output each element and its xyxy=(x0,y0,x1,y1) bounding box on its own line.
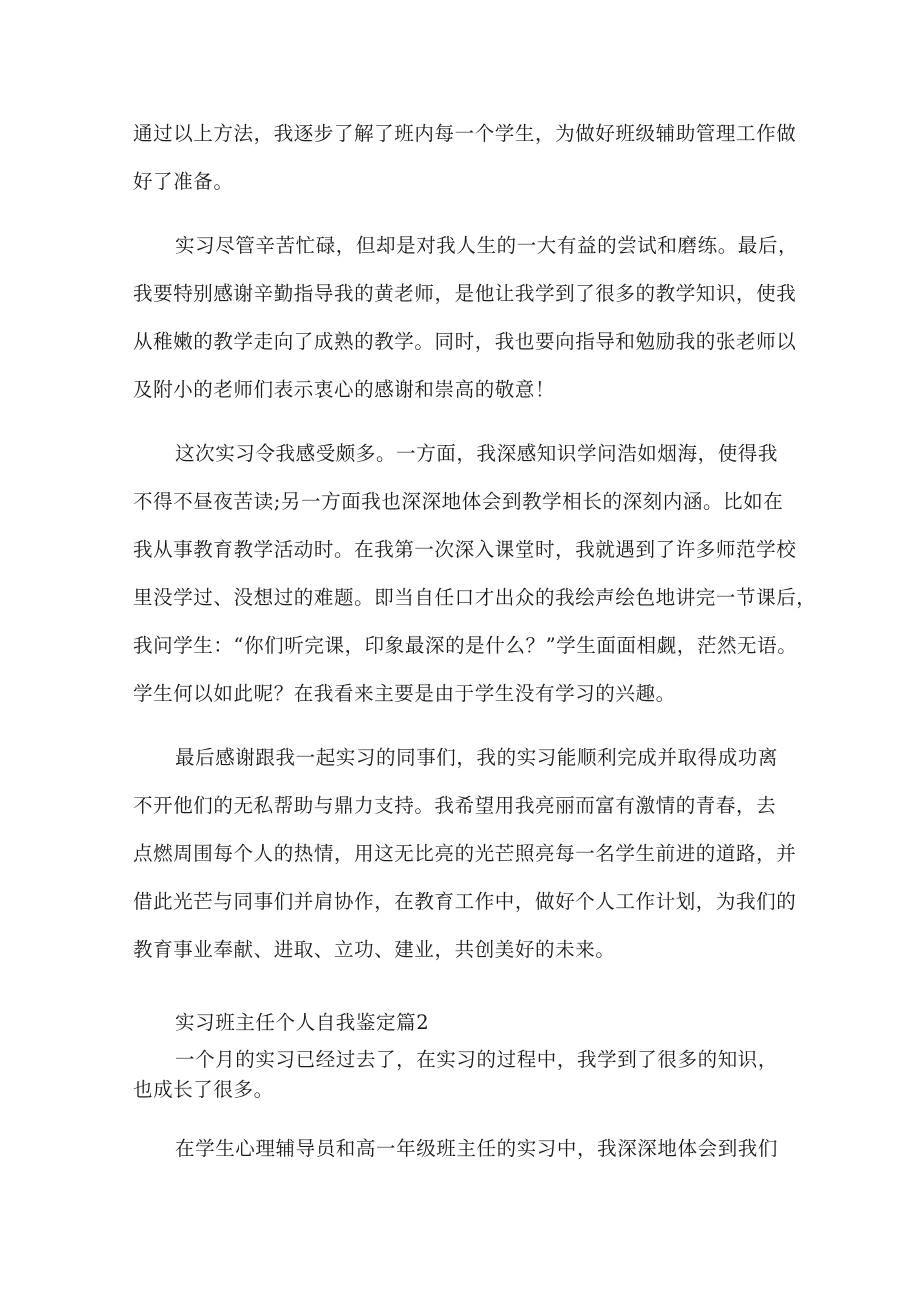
section-title: 实习班主任个人自我鉴定篇2 xyxy=(175,1011,430,1034)
paragraph-line: 一个月的实习已经过去了，在实习的过程中，我学到了很多的知识， xyxy=(175,1048,779,1071)
paragraph-line: 教育事业奉献、进取、立功、建业，共创美好的未来。 xyxy=(133,938,616,961)
paragraph-line: 实习尽管辛苦忙碌，但却是对我人生的一大有益的尝试和磨练。最后， xyxy=(175,234,799,257)
paragraph-line: 点燃周围每个人的热情，用这无比亮的光芒照亮每一名学生前进的道路，并 xyxy=(133,842,797,865)
paragraph-line: 里没学过、没想过的难题。即当自任口才出众的我绘声绘色地讲完一节课后， xyxy=(133,586,817,609)
paragraph-line: 不开他们的无私帮助与鼎力支持。我希望用我亮丽而富有激情的青春，去 xyxy=(133,794,777,817)
paragraph-line: 我要特别感谢辛勤指导我的黄老师，是他让我学到了很多的教学知识，使我 xyxy=(133,282,797,305)
paragraph-line: 这次实习令我感受颇多。一方面，我深感知识学问浩如烟海，使得我 xyxy=(175,442,779,465)
paragraph-line: 借此光芒与同事们并肩协作，在教育工作中，做好个人工作计划，为我们的 xyxy=(133,890,797,913)
paragraph-line: 也成长了很多。 xyxy=(133,1078,274,1101)
paragraph-line: 从稚嫩的教学走向了成熟的教学。同时，我也要向指导和勉励我的张老师以 xyxy=(133,330,797,353)
paragraph-line: 我问学生：“你们听完课，印象最深的是什么？”学生面面相觑，茫然无语。 xyxy=(133,634,798,657)
paragraph-line: 不得不昼夜苦读;另一方面我也深深地体会到教学相长的深刻内涵。比如在 xyxy=(133,490,784,513)
paragraph-line: 最后感谢跟我一起实习的同事们，我的实习能顺利完成并取得成功离 xyxy=(175,746,779,769)
paragraph-line: 我从事教育教学活动时。在我第一次深入课堂时，我就遇到了许多师范学校 xyxy=(133,538,797,561)
paragraph-line: 学生何以如此呢？在我看来主要是由于学生没有学习的兴趣。 xyxy=(133,682,676,705)
paragraph-line: 好了准备。 xyxy=(133,170,234,193)
paragraph-line: 在学生心理辅导员和高一年级班主任的实习中，我深深地体会到我们 xyxy=(175,1137,779,1160)
paragraph-line: 及附小的老师们表示衷心的感谢和崇高的敬意！ xyxy=(133,378,556,401)
paragraph-line: 通过以上方法，我逐步了解了班内每一个学生，为做好班级辅助管理工作做 xyxy=(133,122,797,145)
